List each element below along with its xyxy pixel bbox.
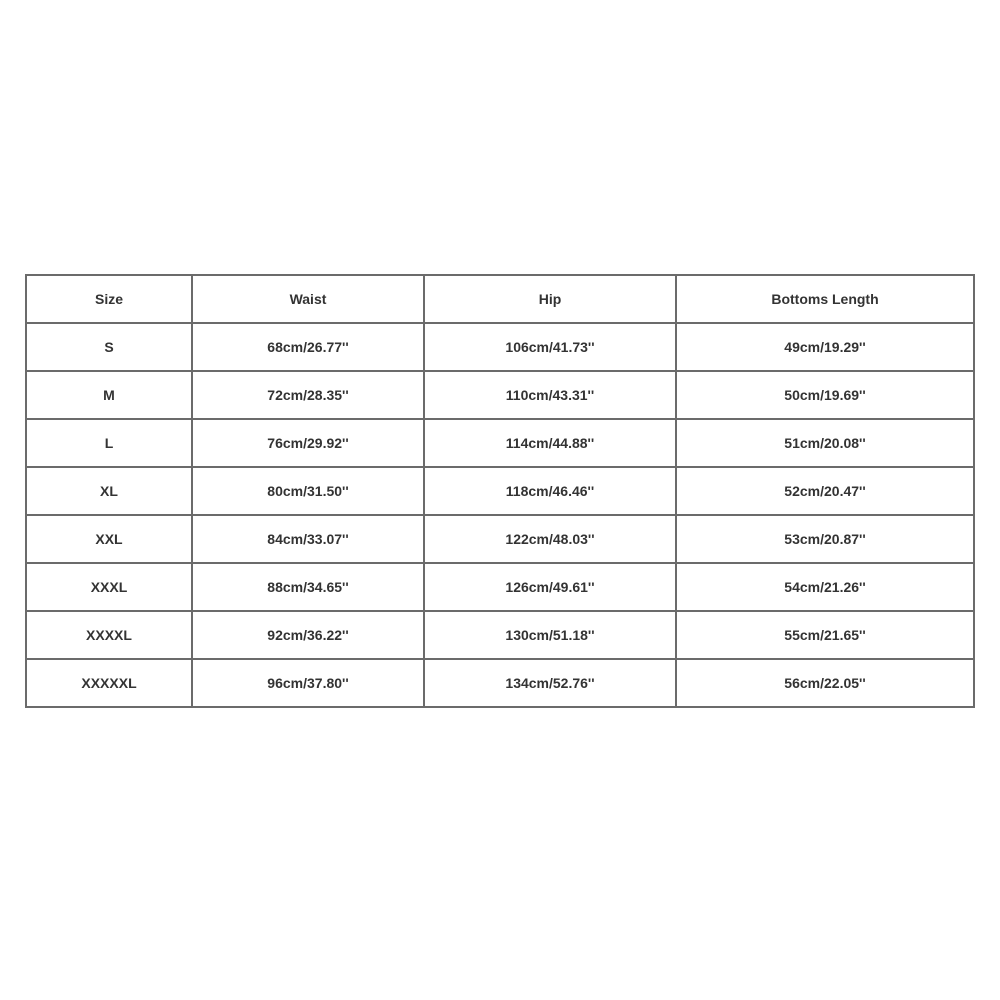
table-row <box>26 371 974 419</box>
cell-hip: 130cm/51.18'' <box>424 611 676 659</box>
cell-size: XL <box>26 467 192 515</box>
cell-waist: 72cm/28.35'' <box>192 371 424 419</box>
cell-waist: 68cm/26.77'' <box>192 323 424 371</box>
cell-waist: 76cm/29.92'' <box>192 419 424 467</box>
cell-waist: 88cm/34.65'' <box>192 563 424 611</box>
cell-hip: 134cm/52.76'' <box>424 659 676 707</box>
cell-hip: 106cm/41.73'' <box>424 323 676 371</box>
header-bottoms-length: Bottoms Length <box>676 275 974 323</box>
cell-size: XXXL <box>26 563 192 611</box>
cell-hip: 126cm/49.61'' <box>424 563 676 611</box>
cell-bottoms-length: 52cm/20.47'' <box>676 467 974 515</box>
header-row <box>26 275 974 323</box>
size-chart-table <box>25 274 975 708</box>
cell-bottoms-length: 49cm/19.29'' <box>676 323 974 371</box>
cell-bottoms-length: 54cm/21.26'' <box>676 563 974 611</box>
cell-size: XXL <box>26 515 192 563</box>
cell-bottoms-length: 50cm/19.69'' <box>676 371 974 419</box>
table-row <box>26 611 974 659</box>
header-size: Size <box>26 275 192 323</box>
table-row <box>26 467 974 515</box>
cell-bottoms-length: 53cm/20.87'' <box>676 515 974 563</box>
cell-bottoms-length: 51cm/20.08'' <box>676 419 974 467</box>
cell-hip: 114cm/44.88'' <box>424 419 676 467</box>
header-hip: Hip <box>424 275 676 323</box>
cell-size: M <box>26 371 192 419</box>
cell-size: L <box>26 419 192 467</box>
cell-hip: 122cm/48.03'' <box>424 515 676 563</box>
table-row <box>26 659 974 707</box>
table-row <box>26 419 974 467</box>
cell-size: XXXXL <box>26 611 192 659</box>
cell-bottoms-length: 55cm/21.65'' <box>676 611 974 659</box>
table-row <box>26 515 974 563</box>
cell-waist: 92cm/36.22'' <box>192 611 424 659</box>
table-row <box>26 323 974 371</box>
cell-hip: 118cm/46.46'' <box>424 467 676 515</box>
cell-size: XXXXXL <box>26 659 192 707</box>
table-row <box>26 563 974 611</box>
cell-size: S <box>26 323 192 371</box>
header-waist: Waist <box>192 275 424 323</box>
cell-bottoms-length: 56cm/22.05'' <box>676 659 974 707</box>
cell-waist: 84cm/33.07'' <box>192 515 424 563</box>
cell-hip: 110cm/43.31'' <box>424 371 676 419</box>
cell-waist: 96cm/37.80'' <box>192 659 424 707</box>
cell-waist: 80cm/31.50'' <box>192 467 424 515</box>
